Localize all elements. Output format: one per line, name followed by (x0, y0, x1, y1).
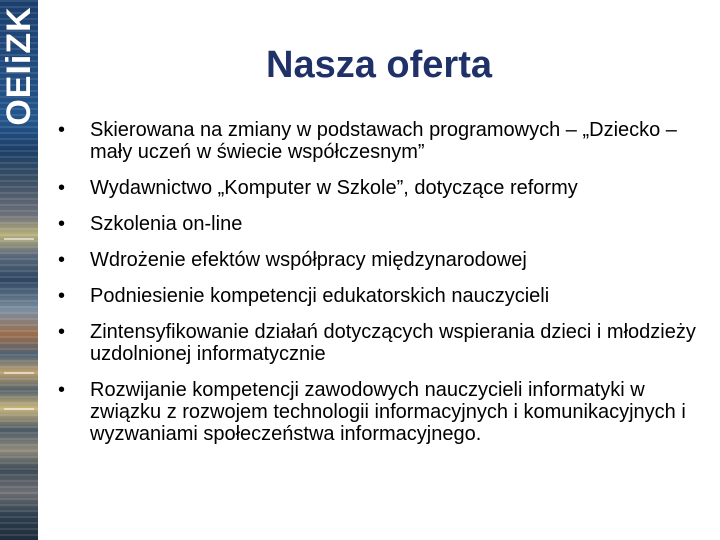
logo-text: OEIiZK (0, 6, 38, 126)
strip-highlight (4, 408, 34, 410)
bullet-dot: • (58, 177, 66, 199)
bullet-item (58, 320, 698, 365)
bullet-item (58, 212, 698, 235)
bullet-list (58, 118, 698, 458)
bullet-dot: • (58, 119, 66, 141)
strip-highlight (4, 372, 34, 374)
logo (0, 0, 38, 132)
bullet-item (58, 378, 698, 445)
bullet-text: Wdrożenie efektów współpracy międzynarodowej (90, 249, 527, 271)
bullet-dot: • (58, 321, 66, 343)
bullet-dot: • (58, 285, 66, 307)
bullet-text: Wydawnictwo „Komputer w Szkole”, dotyczące reformy (90, 177, 578, 199)
bullet-dot: • (58, 213, 66, 235)
bullet-item (58, 118, 698, 163)
side-decorative-strip (0, 0, 38, 540)
bullet-dot: • (58, 379, 66, 401)
strip-highlight (4, 238, 34, 240)
bullet-dot: • (58, 249, 66, 271)
bullet-text: Podniesienie kompetencji edukatorskich nauczycieli (90, 285, 550, 307)
bullet-text: Zintensyfikowanie działań dotyczących wspierania dzieci i młodzieży uzdolnionej informatycznie (90, 321, 696, 365)
slide-title: Nasza oferta (266, 44, 492, 86)
bullet-item (58, 176, 698, 199)
bullet-text: Szkolenia on-line (90, 213, 243, 235)
bullet-text: Rozwijanie kompetencji zawodowych nauczycieli informatyki w związku z rozwojem technologii informacyjnych i komunikacyjnych i wyzwaniami społeczeństwa informacyjnego. (90, 379, 686, 445)
bullet-text: Skierowana na zmiany w podstawach programowych – „Dziecko – mały uczeń w świecie współczesnym” (90, 119, 677, 163)
bullet-item (58, 284, 698, 307)
bullet-item (58, 248, 698, 271)
